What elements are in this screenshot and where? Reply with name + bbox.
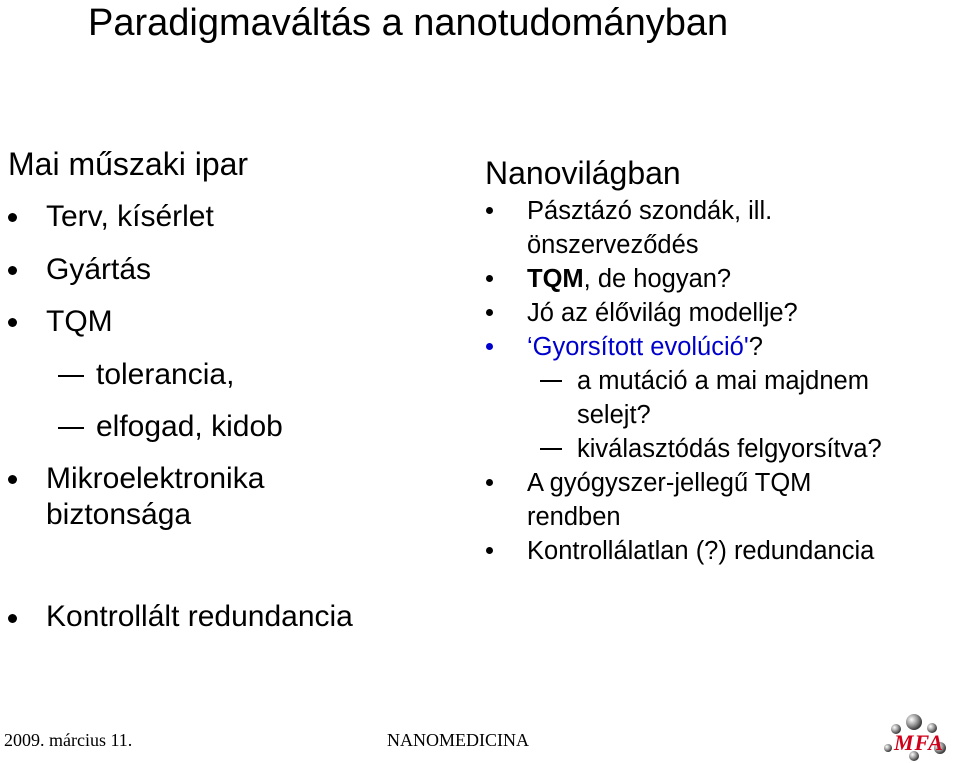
bullet-icon: [8, 475, 17, 484]
bullet-icon: [486, 207, 493, 214]
right-item-onszervezodes: önszerveződés: [527, 231, 699, 259]
bullet-icon: [8, 213, 17, 222]
bullet-icon: [486, 309, 493, 316]
dash-icon: [540, 448, 562, 450]
bullet-icon: [486, 343, 493, 350]
bullet-icon: [486, 547, 493, 554]
right-subitem-kivalasztodas: kiválasztódás felgyorsítva?: [577, 435, 882, 463]
footer-title: NANOMEDICINA: [387, 730, 529, 750]
left-subitem-elfogad: elfogad, kidob: [96, 410, 283, 443]
dash-icon: [58, 375, 84, 377]
right-item-kontrollalatlan: Kontrollálatlan (?) redundancia: [527, 537, 875, 565]
right-column-heading: Nanovilágban: [485, 155, 681, 191]
right-item-pasztazo: Pásztázó szondák, ill.: [527, 197, 773, 225]
right-item-evolucio: [527, 330, 763, 364]
mfa-logo-text: MFA: [894, 730, 944, 755]
right-item-elovilag: Jó az élővilág modellje?: [527, 299, 798, 327]
bullet-icon: [486, 275, 493, 282]
left-item-mikroelektronika: Mikroelektronika: [46, 462, 265, 495]
evolucio-question: ?: [748, 333, 763, 361]
right-subitem-selejt: selejt?: [577, 401, 651, 429]
bullet-icon: [8, 266, 17, 275]
right-subitem-mutacio: a mutáció a mai majdnem: [577, 367, 869, 395]
tqm-bold-label: TQM: [527, 265, 584, 293]
slide-title: Paradigmaváltás a nanotudományban: [88, 2, 729, 44]
tqm-question: , de hogyan?: [583, 265, 732, 293]
left-column-heading: Mai műszaki ipar: [8, 146, 249, 182]
left-item-gyartas: Gyártás: [46, 253, 152, 286]
left-item-terv: Terv, kísérlet: [46, 200, 214, 233]
bullet-icon: [8, 318, 17, 327]
left-item-biztonsaga: biztonsága: [46, 498, 192, 531]
left-item-tqm: TQM: [46, 305, 113, 338]
footer-date: 2009. március 11.: [4, 730, 133, 750]
bullet-icon: [8, 614, 17, 623]
bullet-icon: [486, 479, 493, 486]
right-item-gyogyszer: A gyógyszer-jellegű TQM: [527, 469, 812, 497]
evolucio-highlight: ‘Gyorsított evolúció': [527, 333, 749, 361]
dash-icon: [58, 427, 84, 429]
right-item-tqm: [527, 262, 731, 296]
dash-icon: [540, 380, 562, 382]
right-item-rendben: rendben: [527, 503, 621, 531]
bottom-item-kontrollalt: Kontrollált redundancia: [46, 600, 353, 633]
left-subitem-tolerancia: tolerancia,: [96, 358, 235, 391]
